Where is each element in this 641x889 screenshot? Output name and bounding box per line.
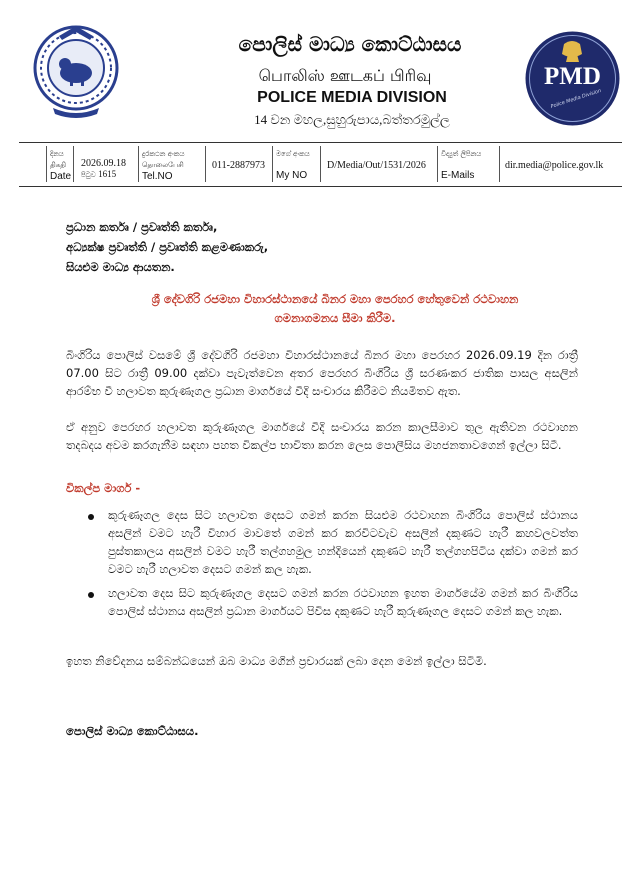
page-label-si: පිටුව bbox=[81, 171, 96, 179]
pmd-logo-subtext: Police Media Division bbox=[550, 88, 602, 110]
myno-label-block bbox=[276, 149, 310, 181]
bullet-icon bbox=[88, 592, 94, 598]
page-block bbox=[81, 169, 116, 181]
bullet-icon bbox=[88, 514, 94, 520]
date-label-block bbox=[50, 149, 71, 182]
info-divider bbox=[73, 146, 74, 182]
pmd-logo bbox=[524, 30, 621, 127]
signature: පොලිස් මාධ්‍ය කොට්ඨාසය. bbox=[66, 724, 199, 738]
email-label-si: විද්‍යුත් ලිපිනය bbox=[441, 150, 482, 158]
tel-label-si: දුරකථන අංකය bbox=[142, 150, 185, 158]
info-divider bbox=[205, 146, 206, 182]
info-divider bbox=[499, 146, 500, 182]
header-address: 14 වන මහල,සුහුරුපාය,බත්තරමුල්ල bbox=[254, 112, 450, 127]
info-divider bbox=[320, 146, 321, 182]
date-label-si: දිනය bbox=[50, 150, 64, 158]
header-bottom-rule bbox=[19, 186, 622, 187]
date-label-ta: திகதி bbox=[50, 161, 66, 169]
email-label-en: E-Mails bbox=[441, 170, 475, 181]
header-title-sinhala: පොලිස් මාධ්‍ය කොට්ඨාසය bbox=[238, 32, 462, 56]
recipient-line: සියළුම මාධ්‍ය ආයතන. bbox=[66, 260, 175, 274]
recipient-line: ප්‍රධාන කර්තෘ / ප්‍රවෘත්ති කර්තෘ, bbox=[66, 220, 218, 234]
header-top-rule bbox=[19, 142, 622, 143]
body-paragraph-1: බිංගිරිය පොලිස් වසමේ ශ්‍රී දේවගිරි රජමහා විහාරස්ථානයේ බිනර මහා පෙරහර 2026.09.19 දින රාත්‍රී 07.00 සිට රාත්‍රී 09.00 දක්වා පැවැත්වෙන අතර පෙරහර බිංගිරිය ශ්‍රී සරණංකර ජාතික පාසල අසලින් ආරම්භ වී හලාවත කුරුණෑගල ප්‍රධාන මාර්ගයේ වීදි සංචාරය කිරීමට නියමිතව ඇත. bbox=[66, 348, 578, 398]
recipient-line: අධ්‍යක්ෂ ප්‍රවෘත්ති / ප්‍රවෘත්ති කළමණාකරු, bbox=[66, 240, 269, 254]
date-label-en: Date bbox=[50, 171, 72, 182]
police-emblem-logo bbox=[33, 18, 119, 122]
info-divider bbox=[437, 146, 438, 182]
body-paragraph-2: ඒ අනුව පෙරහර හලාවත කුරුණෑගල මාර්ගයේ වීදි සංචාරය කරන කාලසීමාව තුල ඇතිවන රථවාහන තදබදය අවම කරගැනීම සඳහා පහත විකල්ප භාවිතා කරන ලෙස පොලීසිය මහජනතාවගෙන් ඉල්ලා සිටී. bbox=[66, 420, 578, 452]
date-value: 2026.09.18 bbox=[81, 158, 126, 169]
email-value: dir.media@police.gov.lk bbox=[505, 160, 604, 171]
subject-line: ගමනාගමනය සීමා කිරීම. bbox=[274, 311, 396, 325]
closing-request: ඉහත නිවේදනය සම්බන්ධයෙන් ඔබ මාධ්‍ය මගින් ප්‍රචාරයක් ලබා දෙන මෙන් ඉල්ලා සිටිමි. bbox=[66, 654, 487, 668]
header-title-english: POLICE MEDIA DIVISION bbox=[257, 89, 447, 106]
email-label-block bbox=[441, 149, 481, 181]
myno-label-en: My NO bbox=[276, 170, 308, 181]
subject-line: ශ්‍රී දේවගිරි රජමහා විහාරස්ථානයේ බිනර මහා පෙරහර හේතුවෙන් රථවාහන bbox=[151, 292, 519, 306]
page-value: 1615 bbox=[98, 169, 117, 179]
info-divider bbox=[138, 146, 139, 182]
header-title-tamil: பொலிஸ் ஊடகப் பிரிவு bbox=[258, 66, 432, 85]
myno-label-si: මගේ අංකය bbox=[276, 150, 310, 158]
info-divider bbox=[46, 146, 47, 182]
info-divider bbox=[272, 146, 273, 182]
route-bullet-1: කුරුණෑගල දෙස සිට හලාවත දෙසට ගමන් කරන සියළුම රථවාහන බිංගිරිය පොලිස් ස්ථානය අසලින් වමට හැරී විහාර මාවතේ ගමන් කර කරවිටවැව අසලින් දකුණට හැරී කහවලවත්ත පුස්තකාලය අසලින් වමට හැරී තල්ගහමුල හන්දියෙන් දකුණට හැරී තල්ගහපිටිය දක්වා ගමන් කර වමට හැරී හලාවත දෙසට ගමන් කල හැක. bbox=[108, 508, 578, 576]
tel-label-block bbox=[142, 149, 184, 182]
route-bullet-2: හලාවත දෙස සිට කුරුණෑගල දෙසට ගමන් කරන රථවාහන ඉහත මාර්ගයේම ගමන් කර බිංගිරිය පොලිස් ස්ථානය අසලින් ප්‍රධාන මාර්ගයට පිවිස දකුණට හැරී කුරුණෑගල දෙසට ගමන් කල හැක. bbox=[108, 586, 578, 618]
tel-label-en: Tel.NO bbox=[142, 171, 173, 182]
tel-value: 011-2887973 bbox=[212, 160, 265, 171]
pmd-logo-text: PMD bbox=[544, 63, 601, 90]
tel-label-ta: தொலைபேசி bbox=[142, 161, 184, 169]
myno-value: D/Media/Out/1531/2026 bbox=[327, 160, 426, 171]
alt-route-heading: විකල්ප මාර්ග - bbox=[66, 481, 141, 495]
